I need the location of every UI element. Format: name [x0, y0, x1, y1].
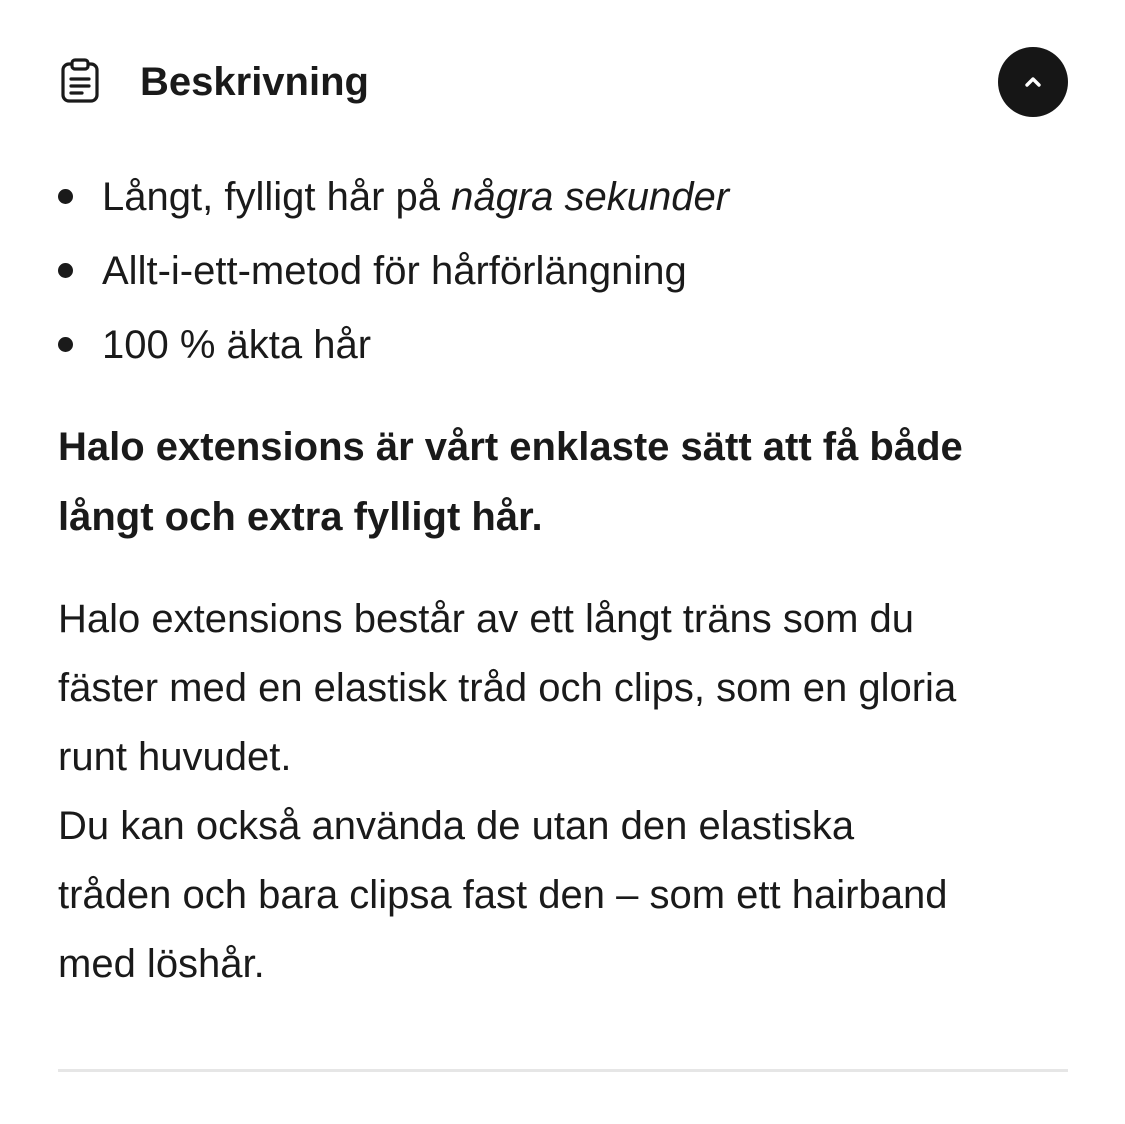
list-item-emphasis: några sekunder	[451, 175, 730, 219]
feature-list	[58, 160, 729, 382]
body-paragraph	[58, 585, 1018, 999]
body-line: med löshår.	[58, 942, 265, 986]
list-item-text: Allt-i-ett-metod för hårförlängning	[102, 249, 687, 293]
section-title: Beskrivning	[140, 60, 369, 104]
bullet-dot-icon	[58, 263, 73, 278]
list-item-text: Långt, fylligt hår på	[102, 175, 452, 219]
bullet-dot-icon	[58, 337, 73, 352]
chevron-up-icon	[1021, 70, 1045, 94]
body-line: fäster med en elastisk tråd och clips, som en gloria	[58, 666, 957, 710]
list-item	[58, 308, 729, 382]
body-line: Halo extensions består av ett långt träns som du	[58, 597, 915, 641]
list-item	[58, 234, 729, 308]
body-line: runt huvudet.	[58, 735, 292, 779]
clipboard-icon	[58, 58, 102, 104]
lead-paragraph: Halo extensions är vårt enklaste sätt att få både långt och extra fylligt hår.	[58, 425, 963, 539]
list-item	[58, 160, 729, 234]
list-item-text: 100 % äkta hår	[102, 323, 372, 367]
body-line: tråden och bara clipsa fast den – som ett hairband	[58, 873, 948, 917]
description-section-header[interactable]	[58, 44, 1068, 120]
collapse-button[interactable]	[998, 47, 1068, 117]
section-divider	[58, 1069, 1068, 1072]
bullet-dot-icon	[58, 189, 73, 204]
body-line: Du kan också använda de utan den elastiska	[58, 804, 855, 848]
